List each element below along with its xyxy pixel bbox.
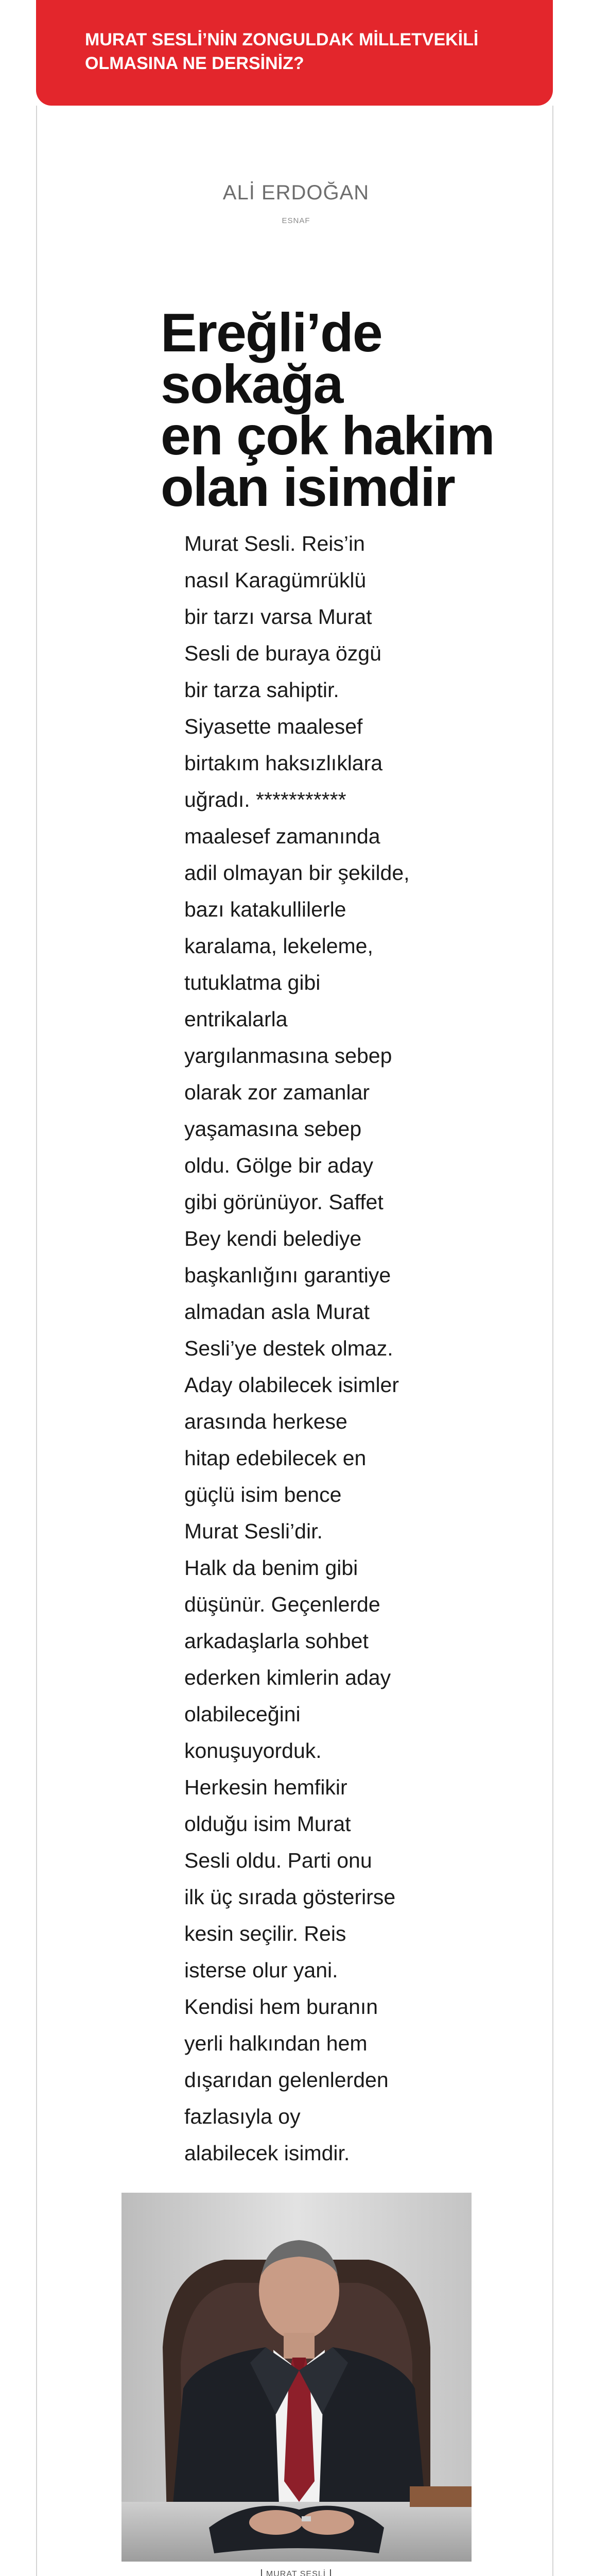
question-title: MURAT SESLİ’NİN ZONGULDAK MİLLETVEKİLİ OLMASINA NE DERSİNİZ?	[85, 30, 479, 73]
article-body: Murat Sesli. Reis’in nasıl Karagümrüklü bir tarzı varsa Murat Sesli de buraya özgü bir tarza sahiptir. Siyasette maalesef birtakım haksızlıklara uğradı. *********** maalesef zamanında adil olmayan bir şekilde, bazı katakullilerle karalama, lekeleme, tutuklatma gibi entrikalarla yargılanmasına sebep olarak zor zamanlar yaşamasına sebep oldu. Gölge bir aday gibi görünüyor. Saffet Bey kendi belediye başkanlığını garantiye almadan asla Murat Sesli’ye destek olmaz. Aday olabilecek isimler arasında herkese hitap edebilecek en güçlü isim bence Murat Sesli’dir. Halk da benim gibi düşünür. Geçenlerde arkadaşlarla sohbet ederken kimlerin aday olabileceğini konuşuyorduk. Herkesin hemfikir olduğu isim Murat Sesli oldu. Parti onu ilk üç sırada gösterirse kesin seçilir. Reis isterse olur yani. Kendisi hem buranın yerli halkından hem dışarıdan gelenlerden fazlasıyla oy alabilecek isimdir.	[184, 532, 410, 2165]
photo-caption-text: MURAT SESLİ	[266, 2570, 326, 2576]
author-role: ESNAF	[282, 216, 310, 225]
frame-line-right	[552, 106, 553, 2576]
frame-line-left	[36, 106, 37, 2576]
caption-bar-right	[330, 2569, 331, 2576]
caption-bar-left	[261, 2569, 262, 2576]
article-headline: Ereğli’de sokağa en çok hakim olan isimdir	[161, 302, 494, 518]
portrait-photo	[121, 2193, 472, 2562]
header-band	[36, 0, 553, 106]
photo-caption	[0, 2569, 592, 2576]
author-name: ALİ ERDOĞAN	[222, 181, 370, 204]
